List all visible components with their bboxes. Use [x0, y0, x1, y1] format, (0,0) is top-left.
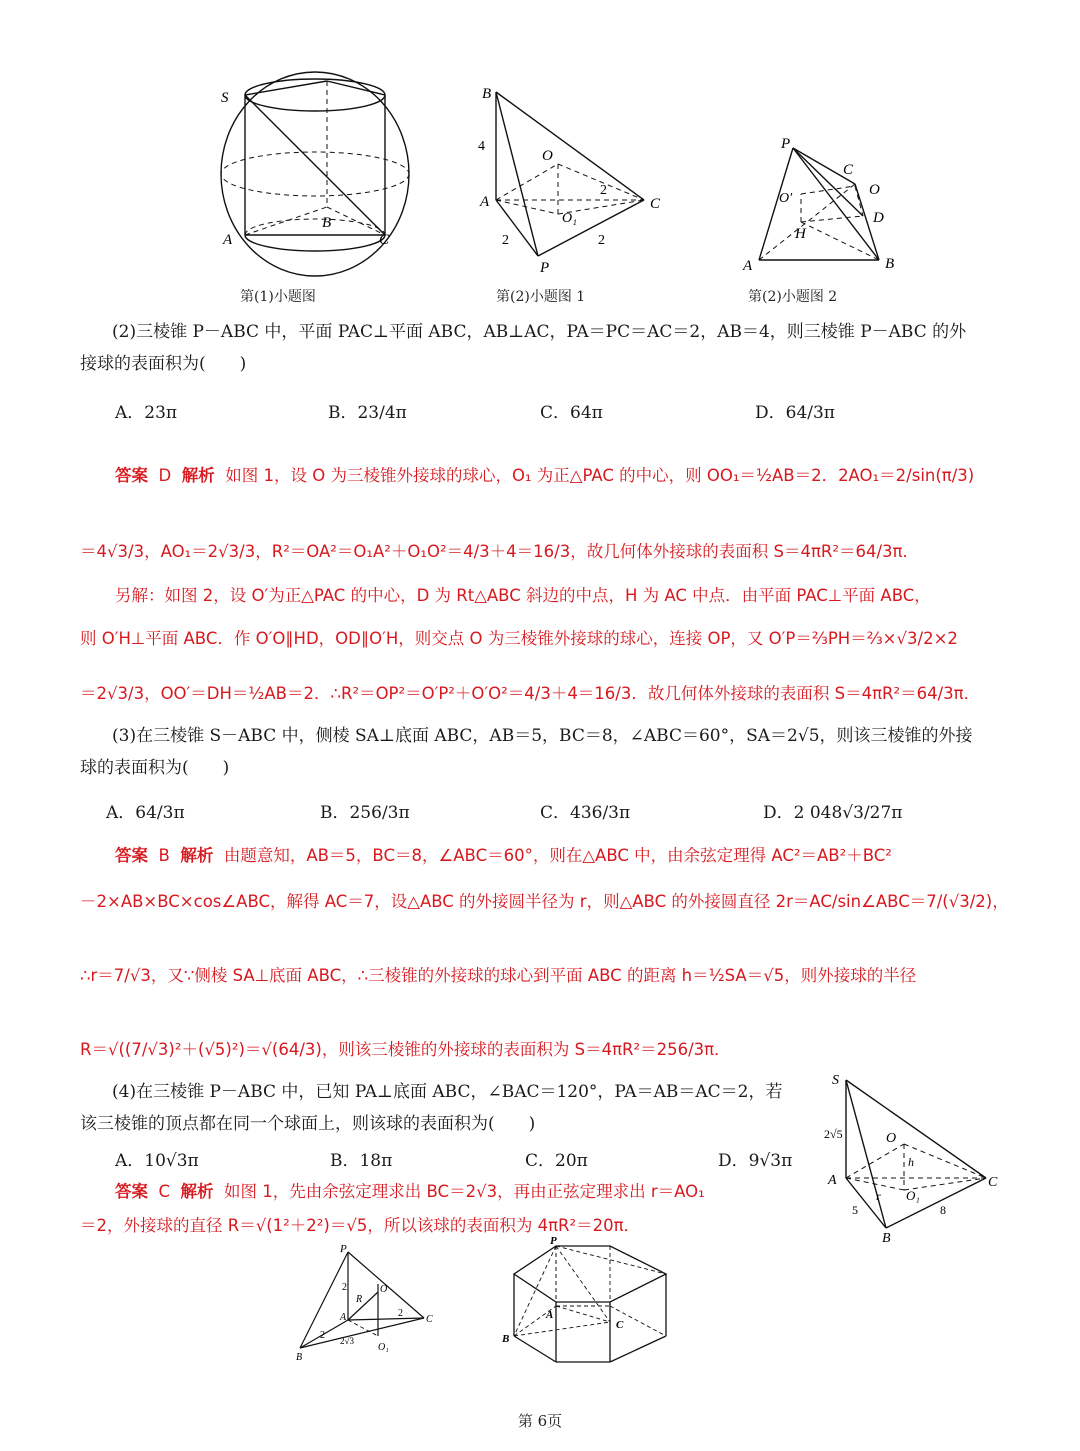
- label-o1: O₁: [378, 1342, 389, 1353]
- label-c: C: [650, 196, 661, 212]
- length-2: 2: [320, 1330, 325, 1341]
- answer-label: 答案: [115, 1182, 148, 1201]
- label-a: A: [828, 1173, 837, 1188]
- label-o: O: [886, 1131, 897, 1146]
- option-b: B．256/3π: [320, 803, 410, 823]
- answer-4-line2: ＝2，外接球的直径 R＝√(1²＋2²)＝√5，所以该球的表面积为 4πR²＝20π．: [80, 1216, 641, 1235]
- answer-label: 答案: [115, 466, 148, 485]
- length-4: 4: [478, 139, 485, 154]
- option-c: C．20π: [525, 1151, 588, 1171]
- page-number: 第 6页: [517, 1412, 563, 1430]
- analysis-label: 解析: [181, 466, 215, 485]
- answer-2-alt3: ＝2√3/3，OO′＝DH＝½AB＝2．∴R²＝OP²＝O′P²＋O′O²＝4/3＋4＝16/3．故几何体外接球的表面积 S＝4πR²＝64/3π．: [80, 684, 981, 703]
- label-b: B: [502, 1333, 510, 1345]
- answer-letter: C: [158, 1182, 171, 1201]
- label-s: S: [832, 1073, 839, 1088]
- label-c: C: [426, 1314, 433, 1325]
- answer-3-line1: 答案 B 解析 由题意知，AB＝5，BC＝8，∠ABC＝60°，则在△ABC 中，由余弦定理得 AC²＝AB²＋BC²: [115, 846, 892, 865]
- answer-2-line1: 答案 D 解析 如图 1，设 O 为三棱锥外接球的球心，O₁ 为正△PAC 的中心，则 OO₁＝½AB＝2．2AO₁＝2/sin(π/3): [115, 466, 975, 485]
- label-a: A: [223, 232, 233, 248]
- label-a: A: [480, 194, 490, 210]
- label-a: A: [340, 1312, 347, 1323]
- length-2: 2: [342, 1282, 347, 1293]
- answer-2-line2: ＝4√3/3，AO₁＝2√3/3，R²＝OA²＝O₁A²＋O₁O²＝4/3＋4＝16/3，故几何体外接球的表面积 S＝4πR²＝64/3π．: [80, 542, 919, 561]
- length-2r3: 2√3: [340, 1336, 354, 1346]
- label-o-prime: O′: [779, 191, 793, 206]
- question-2-stem: (2)三棱锥 P－ABC 中，平面 PAC⊥平面 ABC，AB⊥AC，PA＝PC＝AC＝2，AB＝4，则三棱锥 P－ABC 的外 接球的表面积为( ): [80, 322, 967, 374]
- label-a: A: [743, 258, 753, 274]
- label-a: A: [546, 1309, 554, 1321]
- label-c: C: [843, 162, 854, 178]
- answer-letter: B: [158, 846, 170, 865]
- label-c: C: [988, 1175, 998, 1190]
- length-5: 5: [852, 1203, 858, 1217]
- length-2: 2: [398, 1308, 403, 1319]
- figure-tetra-p-abc: [290, 1240, 440, 1365]
- label-c: C: [616, 1319, 624, 1331]
- label-p: P: [781, 136, 791, 152]
- length-2: 2: [502, 233, 509, 248]
- label-h: H: [795, 226, 806, 242]
- length-2: 2: [600, 183, 607, 198]
- label-o1: O₁: [562, 211, 577, 226]
- label-b: B: [482, 86, 492, 102]
- option-d: D．2 048√3/27π: [763, 803, 903, 823]
- answer-2-alt2: 则 O′H⊥平面 ABC．作 O′O∥HD，OD∥O′H，则交点 O 为三棱锥外接球的球心，连接 OP，又 O′P＝⅔PH＝⅔×√3/2×2: [80, 629, 958, 648]
- label-b: B: [322, 215, 332, 231]
- answer-letter: D: [158, 466, 172, 485]
- label-p: P: [540, 260, 550, 276]
- option-c: C．64π: [540, 403, 603, 423]
- answer-label: 答案: [115, 846, 148, 865]
- label-r: r: [876, 1189, 881, 1203]
- label-h: h: [908, 1155, 914, 1169]
- answer-2-alt1: 另解：如图 2，设 O′为正△PAC 的中心，D 为 Rt△ABC 斜边的中点，H 为 AC 中点．由平面 PAC⊥平面 ABC，: [115, 586, 931, 605]
- answer-4-line1: 答案 C 解析 如图 1，先由余弦定理求出 BC＝2√3，再由正弦定理求出 r＝AO₁: [115, 1182, 705, 1201]
- option-d: D．64/3π: [755, 403, 835, 423]
- option-a: A．10√3π: [115, 1151, 199, 1171]
- label-b: B: [296, 1352, 303, 1363]
- answer-3-line4: R＝√((7/√3)²＋(√5)²)＝√(64/3)，则该三棱锥的外接球的表面积为 S＝4πR²＝256/3π．: [80, 1040, 731, 1059]
- analysis-label: 解析: [180, 1182, 214, 1201]
- label-p: P: [550, 1235, 557, 1247]
- option-a: A．23π: [115, 403, 178, 423]
- option-b: B．23/4π: [328, 403, 407, 423]
- option-c: C．436/3π: [540, 803, 631, 823]
- label-b: B: [885, 256, 895, 272]
- figure-tetra-1: [470, 78, 670, 278]
- label-r: R: [356, 1294, 363, 1305]
- label-c: C: [379, 232, 390, 248]
- label-o1: O₁: [906, 1188, 920, 1203]
- option-b: B．18π: [330, 1151, 393, 1171]
- label-o: O: [869, 182, 880, 198]
- option-d: D．9√3π: [718, 1151, 793, 1171]
- figure-tetra-s-abc: [822, 1070, 1004, 1245]
- answer-3-line2: －2×AB×BC×cos∠ABC，解得 AC＝7，设△ABC 的外接圆半径为 r，则△ABC 的外接圆直径 2r＝AC/sin∠ABC＝7/(√3/2)，: [80, 892, 1009, 911]
- caption-fig2: 第(2)小题图 1: [496, 289, 586, 305]
- length-2r5: 2√5: [824, 1127, 843, 1141]
- figure-hex-prism: [498, 1234, 678, 1374]
- analysis-label: 解析: [180, 846, 214, 865]
- length-2: 2: [598, 233, 605, 248]
- caption-fig3: 第(2)小题图 2: [748, 289, 838, 305]
- label-o: O: [380, 1284, 388, 1295]
- figure-tetra-2: [735, 128, 910, 278]
- length-8: 8: [940, 1203, 946, 1217]
- label-s: S: [221, 90, 229, 106]
- label-d: D: [873, 210, 884, 226]
- label-o: O: [542, 148, 553, 164]
- answer-3-line3: ∴r＝7/√3，又∵侧棱 SA⊥底面 ABC，∴三棱锥的外接球的球心到平面 ABC 的距离 h＝½SA＝√5，则外接球的半径: [80, 966, 917, 985]
- label-p: P: [340, 1243, 347, 1255]
- figure-sphere-prism: [215, 62, 415, 282]
- label-b: B: [882, 1231, 891, 1245]
- caption-fig1: 第(1)小题图: [240, 289, 316, 305]
- question-3-stem: (3)在三棱锥 S－ABC 中，侧棱 SA⊥底面 ABC，AB＝5，BC＝8，∠ABC＝60°，SA＝2√5，则该三棱锥的外接 球的表面积为( ): [80, 726, 973, 778]
- question-4-stem: (4)在三棱锥 P－ABC 中，已知 PA⊥底面 ABC，∠BAC＝120°，PA＝AB＝AC＝2，若 该三棱锥的顶点都在同一个球面上，则该球的表面积为( ): [80, 1082, 783, 1134]
- option-a: A．64/3π: [106, 803, 185, 823]
